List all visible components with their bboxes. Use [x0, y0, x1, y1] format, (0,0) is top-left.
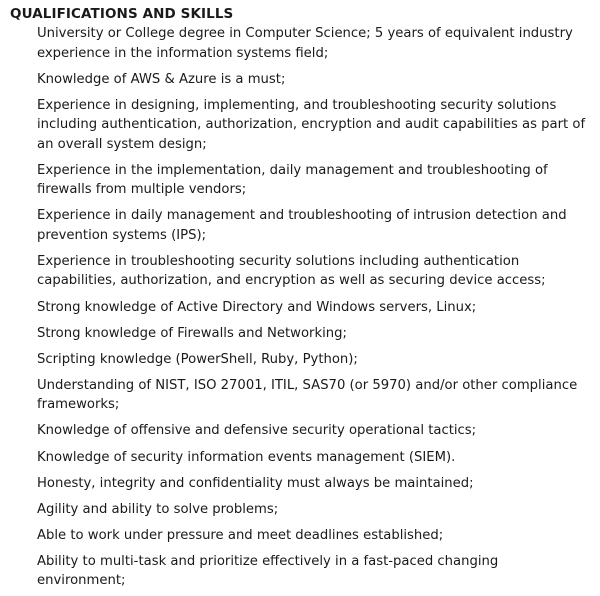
list-item: Knowledge of AWS & Azure is a must; [37, 71, 286, 87]
list-item: Strong knowledge of Firewalls and Networking; [37, 325, 347, 341]
list-item: Knowledge of offensive and defensive security operational tactics; [37, 423, 477, 439]
list-item: Understanding of NIST, ISO 27001, ITIL, SAS70 (or 5970) and/or other compliance frameworks; [37, 377, 578, 413]
list-item: Experience in troubleshooting security solutions including authentication capabilities, authorization, and encryption as well as securing device access; [37, 253, 546, 289]
list-item: Experience in daily management and troubleshooting of intrusion detection and prevention systems (IPS); [37, 208, 567, 243]
list-item: Agility and ability to solve problems; [37, 501, 279, 517]
list-item: Able to work under pressure and meet deadlines established; [37, 527, 444, 543]
section-heading: QUALIFICATIONS AND SKILLS [10, 6, 234, 22]
skills-list [10, 24, 590, 591]
list-item: Experience in designing, implementing, and troubleshooting security solutions including authentication, authorization, encryption and audit capabilities as part of an overall system design; [37, 97, 586, 152]
list-item: Experience in the implementation, daily management and troubleshooting of firewalls from multiple vendors; [37, 162, 548, 198]
list-item: Knowledge of security information events management (SIEM). [37, 449, 456, 465]
list-item: Honesty, integrity and confidentiality must always be maintained; [37, 475, 474, 491]
list-item: Ability to multi-task and prioritize effectively in a fast-paced changing environment; [37, 553, 499, 589]
list-item: University or College degree in Computer Science; 5 years of equivalent industry experience in the information systems field; [37, 26, 573, 61]
list-item: Scripting knowledge (PowerShell, Ruby, Python); [37, 351, 358, 367]
list-item: Strong knowledge of Active Directory and Windows servers, Linux; [37, 299, 477, 315]
